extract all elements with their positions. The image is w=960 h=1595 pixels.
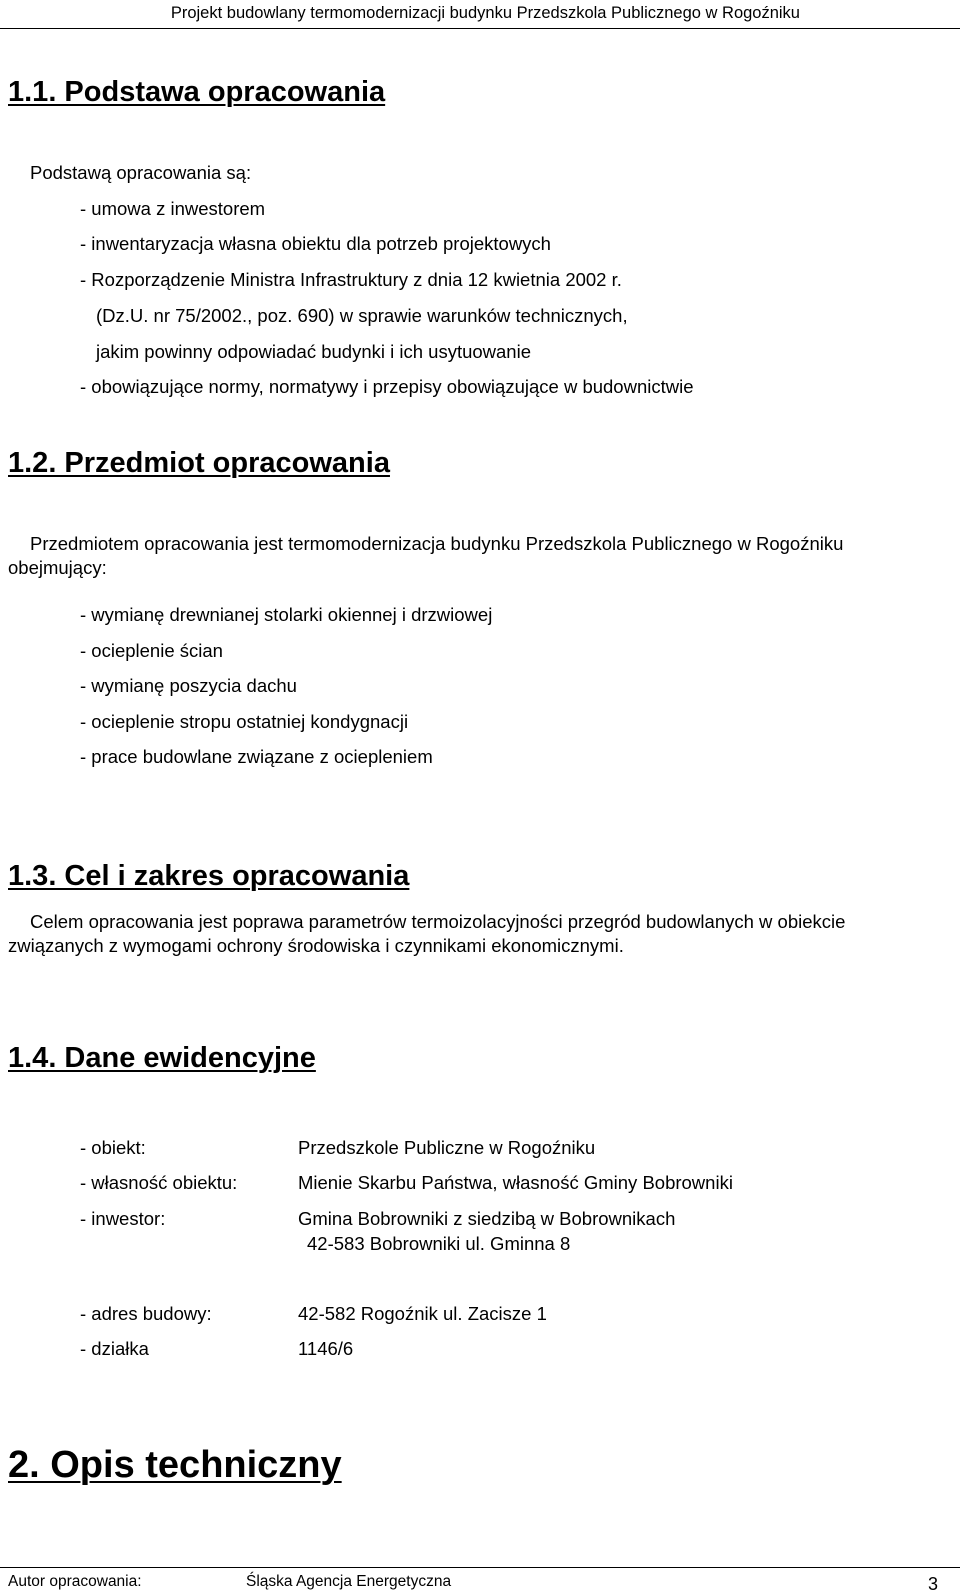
list-item: - inwentaryzacja własna obiektu dla potrzeb projektowych xyxy=(80,233,551,254)
header-rule xyxy=(0,28,960,29)
footer-rule xyxy=(0,1567,960,1568)
list-item: - prace budowlane związane z ociepleniem xyxy=(80,746,433,767)
record-label-inwestor: - inwestor: xyxy=(80,1208,166,1229)
list-item: - wymianę poszycia dachu xyxy=(80,675,297,696)
heading-1-2: 1.2. Przedmiot opracowania xyxy=(8,447,390,479)
record-value-inwestor: Gmina Bobrowniki z siedzibą w Bobrownikach xyxy=(298,1208,676,1229)
page-number: 3 xyxy=(928,1574,939,1594)
footer-author-value: Śląska Agencja Energetyczna xyxy=(246,1573,452,1590)
section-1-3-paragraph-line2: związanych z wymogami ochrony środowiska i czynnikami ekonomicznymi. xyxy=(8,935,624,956)
heading-1-1: 1.1. Podstawa opracowania xyxy=(8,76,386,108)
list-item: - ocieplenie stropu ostatniej kondygnacji xyxy=(80,711,409,732)
footer-author-label: Autor opracowania: xyxy=(8,1573,142,1590)
section-1-2-paragraph-line1: Przedmiotem opracowania jest termomodernizacja budynku Przedszkola Publicznego w Rogoźniku xyxy=(30,533,844,554)
heading-2: 2. Opis techniczny xyxy=(8,1444,342,1486)
record-value-inwestor-address: 42-583 Bobrowniki ul. Gminna 8 xyxy=(307,1233,571,1254)
running-header: Projekt budowlany termomodernizacji budynku Przedszkola Publicznego w Rogoźniku xyxy=(170,4,800,22)
record-label-wlasnosc: - własność obiektu: xyxy=(80,1172,238,1193)
list-item-continuation: (Dz.U. nr 75/2002., poz. 690) w sprawie warunków technicznych, xyxy=(96,305,628,326)
heading-1-4: 1.4. Dane ewidencyjne xyxy=(8,1042,316,1074)
list-item: - wymianę drewnianej stolarki okiennej i drzwiowej xyxy=(80,604,493,625)
section-1-3-paragraph-line1: Celem opracowania jest poprawa parametrów termoizolacyjności przegród budowlanych w obiekcie xyxy=(30,911,846,932)
list-item: - ocieplenie ścian xyxy=(80,640,223,661)
section-1-2-paragraph-line2: obejmujący: xyxy=(8,557,107,578)
record-value-obiekt: Przedszkole Publiczne w Rogoźniku xyxy=(298,1137,596,1158)
list-item: - Rozporządzenie Ministra Infrastruktury z dnia 12 kwietnia 2002 r. xyxy=(80,269,622,290)
record-label-adres: - adres budowy: xyxy=(80,1303,212,1324)
record-value-adres: 42-582 Rogoźnik ul. Zacisze 1 xyxy=(298,1303,547,1324)
record-label-dzialka: - działka xyxy=(80,1338,149,1359)
record-value-wlasnosc: Mienie Skarbu Państwa, własność Gminy Bobrowniki xyxy=(298,1172,733,1193)
list-item: - obowiązujące normy, normatywy i przepisy obowiązujące w budownictwie xyxy=(80,376,694,397)
list-item: - umowa z inwestorem xyxy=(80,198,266,219)
record-label-obiekt: - obiekt: xyxy=(80,1137,146,1158)
record-value-dzialka: 1146/6 xyxy=(298,1338,354,1359)
section-1-1-intro: Podstawą opracowania są: xyxy=(30,162,252,183)
heading-1-3: 1.3. Cel i zakres opracowania xyxy=(8,860,410,892)
list-item-continuation: jakim powinny odpowiadać budynki i ich usytuowanie xyxy=(96,341,531,362)
